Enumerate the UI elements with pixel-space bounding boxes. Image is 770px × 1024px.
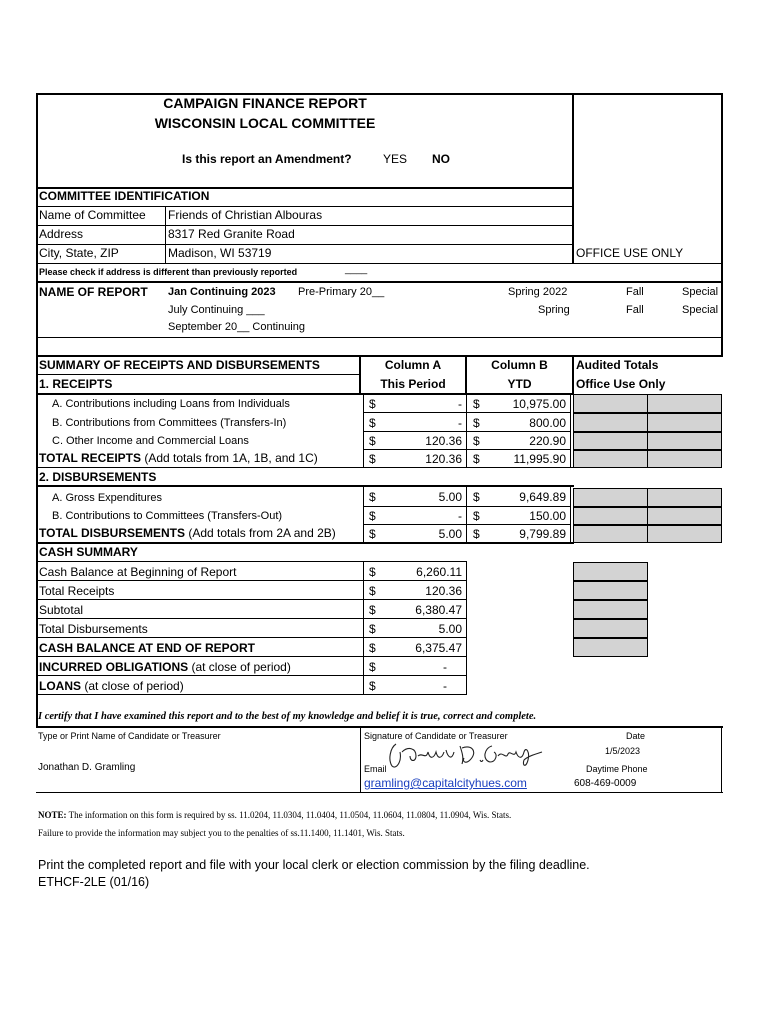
cash-row-label: Cash Balance at Beginning of Report	[39, 565, 237, 579]
disbursement-a-value[interactable]: -	[458, 509, 462, 523]
report-name-label: NAME OF REPORT	[39, 285, 148, 299]
office-use-label: OFFICE USE ONLY	[576, 246, 684, 260]
receipt-row-label: B. Contributions from Committees (Transfers-In)	[52, 417, 287, 429]
currency-sign: $	[473, 452, 480, 466]
address-change-checkbox[interactable]: ____	[345, 264, 368, 275]
loans-label	[39, 679, 184, 693]
currency-sign: $	[473, 397, 480, 411]
legal-note-text: The information on this form is required by ss. 11.0204, 11.0304, 11.0404, 11.0504, 11.0604, 11.0804, 11.0904, Wis. Stats.	[66, 810, 512, 820]
city-label: City, State, ZIP	[39, 246, 119, 260]
receipt-a-value[interactable]: -	[458, 416, 462, 430]
total-receipts-a[interactable]: 120.36	[425, 452, 462, 466]
form-id: ETHCF-2LE (01/16)	[38, 875, 150, 889]
total-disbursements-a[interactable]: 5.00	[438, 527, 462, 541]
cash-end-label: CASH BALANCE AT END OF REPORT	[39, 641, 255, 655]
cash-end-value[interactable]: 6,375.47	[415, 641, 462, 655]
receipt-row-label: A. Contributions including Loans from Individuals	[52, 398, 290, 410]
total-disbursements-note: (Add totals from 2A and 2B)	[185, 526, 336, 540]
city-field[interactable]: Madison, WI 53719	[168, 246, 272, 260]
disbursement-b-value[interactable]: 150.00	[529, 509, 566, 523]
report-jan-continuing[interactable]: Jan Continuing 2023	[168, 286, 276, 298]
cash-row-value[interactable]: 5.00	[438, 622, 462, 636]
address-field[interactable]: 8317 Red Granite Road	[168, 227, 295, 241]
cash-row-value[interactable]: 6,380.47	[415, 603, 462, 617]
currency-sign: $	[369, 603, 376, 617]
amendment-question: Is this report an Amendment?	[182, 152, 352, 166]
currency-sign: $	[369, 416, 376, 430]
report-spring-2022[interactable]: Spring 2022	[508, 286, 568, 298]
currency-sign: $	[369, 490, 376, 504]
audited-totals-header: Audited Totals	[576, 358, 659, 372]
column-a-header: Column A	[384, 358, 442, 372]
cash-row-value[interactable]: 120.36	[425, 584, 462, 598]
total-receipts-b[interactable]: 11,995.90	[513, 452, 566, 466]
currency-sign: $	[369, 434, 376, 448]
cash-row-value[interactable]: 6,260.11	[416, 565, 462, 579]
incurred-obligations-label	[39, 660, 291, 674]
disbursement-row-label: B. Contributions to Committees (Transfers-Out)	[52, 510, 283, 522]
form-subtitle: WISCONSIN LOCAL COMMITTEE	[154, 115, 376, 131]
report-special-1[interactable]: Special	[682, 286, 719, 298]
total-receipts-note: (Add totals from 1A, 1B, and 1C)	[141, 451, 318, 465]
report-fall-1[interactable]: Fall	[626, 286, 644, 298]
currency-sign: $	[473, 490, 480, 504]
penalty-note: Failure to provide the information may subject you to the penalties of ss.11.1400, 11.1401, Wis. Stats.	[38, 828, 405, 838]
legal-note	[38, 810, 511, 820]
disbursement-b-value[interactable]: 9,649.89	[519, 490, 566, 504]
currency-sign: $	[473, 434, 480, 448]
report-spring[interactable]: Spring	[538, 304, 570, 316]
email-link[interactable]: gramling@capitalcityhues.com	[364, 776, 527, 790]
cash-row-label: Total Disbursements	[39, 622, 148, 636]
loans-value[interactable]: -	[443, 679, 447, 693]
currency-sign: $	[369, 527, 376, 541]
date-value[interactable]: 1/5/2023	[605, 746, 641, 756]
currency-sign: $	[369, 452, 376, 466]
loans-note: (at close of period)	[81, 679, 184, 693]
cash-row-label: Subtotal	[39, 603, 84, 617]
email-label: Email	[364, 764, 387, 774]
report-july-continuing[interactable]: July Continuing ___	[168, 304, 265, 316]
certification-statement: I certify that I have examined this report and to the best of my knowledge and belief it is true, correct and complete.	[38, 711, 537, 722]
currency-sign: $	[369, 622, 376, 636]
amendment-no-option[interactable]: NO	[432, 152, 450, 166]
receipt-b-value[interactable]: 220.90	[529, 434, 566, 448]
total-disbursements-bold: TOTAL DISBURSEMENTS	[39, 526, 186, 540]
currency-sign: $	[369, 660, 376, 674]
committee-name-field[interactable]: Friends of Christian Albouras	[168, 208, 323, 222]
summary-title: SUMMARY OF RECEIPTS AND DISBURSEMENTS	[39, 358, 320, 372]
office-use-only-header: Office Use Only	[576, 377, 666, 391]
address-label: Address	[39, 227, 84, 241]
loans-bold: LOANS	[39, 679, 81, 693]
committee-name-label: Name of Committee	[39, 208, 146, 222]
report-pre-primary[interactable]: Pre-Primary 20__	[298, 286, 385, 298]
receipt-b-value[interactable]: 800.00	[529, 416, 566, 430]
date-label: Date	[626, 731, 646, 741]
total-receipts-bold: TOTAL RECEIPTS	[39, 451, 142, 465]
currency-sign: $	[369, 397, 376, 411]
incurred-bold: INCURRED OBLIGATIONS	[39, 660, 189, 674]
currency-sign: $	[369, 565, 376, 579]
legal-note-label: NOTE:	[38, 810, 67, 820]
phone-label: Daytime Phone	[586, 764, 648, 774]
disbursement-a-value[interactable]: 5.00	[438, 490, 462, 504]
cash-row-label: Total Receipts	[39, 584, 115, 598]
amendment-yes-option[interactable]: YES	[383, 152, 408, 166]
currency-sign: $	[473, 509, 480, 523]
column-a-subheader: This Period	[380, 377, 446, 391]
treasurer-name-label: Type or Print Name of Candidate or Treasurer	[38, 731, 221, 741]
currency-sign: $	[369, 679, 376, 693]
signature-scribble-icon	[382, 738, 552, 772]
currency-sign: $	[369, 641, 376, 655]
receipt-row-label: C. Other Income and Commercial Loans	[52, 435, 249, 447]
incurred-note: (at close of period)	[188, 660, 291, 674]
currency-sign: $	[369, 509, 376, 523]
filing-instruction: Print the completed report and file with your local clerk or election commission by the filing deadline.	[38, 858, 590, 872]
disbursements-title: 2. DISBURSEMENTS	[39, 470, 157, 484]
total-disbursements-b[interactable]: 9,799.89	[519, 527, 566, 541]
committee-section-title: COMMITTEE IDENTIFICATION	[39, 189, 210, 203]
currency-sign: $	[473, 527, 480, 541]
receipt-a-value[interactable]: 120.36	[425, 434, 462, 448]
total-receipts-label	[39, 451, 318, 465]
email-field[interactable]	[364, 776, 527, 790]
report-fall-2[interactable]: Fall	[626, 304, 644, 316]
receipt-a-value[interactable]: -	[458, 397, 462, 411]
currency-sign: $	[369, 584, 376, 598]
report-special-2[interactable]: Special	[682, 304, 719, 316]
address-change-note: Please check if address is different than previously reported	[39, 267, 298, 277]
disbursement-row-label: A. Gross Expenditures	[52, 492, 163, 504]
incurred-value[interactable]: -	[443, 660, 447, 674]
form-title: CAMPAIGN FINANCE REPORT	[163, 95, 367, 111]
phone-value[interactable]: 608-469-0009	[574, 778, 637, 789]
currency-sign: $	[473, 416, 480, 430]
treasurer-name-field[interactable]: Jonathan D. Gramling	[38, 762, 136, 773]
receipts-title: 1. RECEIPTS	[39, 377, 113, 391]
column-b-subheader: YTD	[507, 377, 532, 391]
report-september-continuing[interactable]: September 20__ Continuing	[168, 321, 305, 333]
total-disbursements-label	[39, 526, 336, 540]
column-b-header: Column B	[491, 358, 548, 372]
signature-image	[382, 738, 552, 770]
cash-summary-title: CASH SUMMARY	[39, 545, 138, 559]
signature-label: Signature of Candidate or Treasurer	[364, 731, 508, 741]
receipt-b-value[interactable]: 10,975.00	[512, 397, 566, 411]
